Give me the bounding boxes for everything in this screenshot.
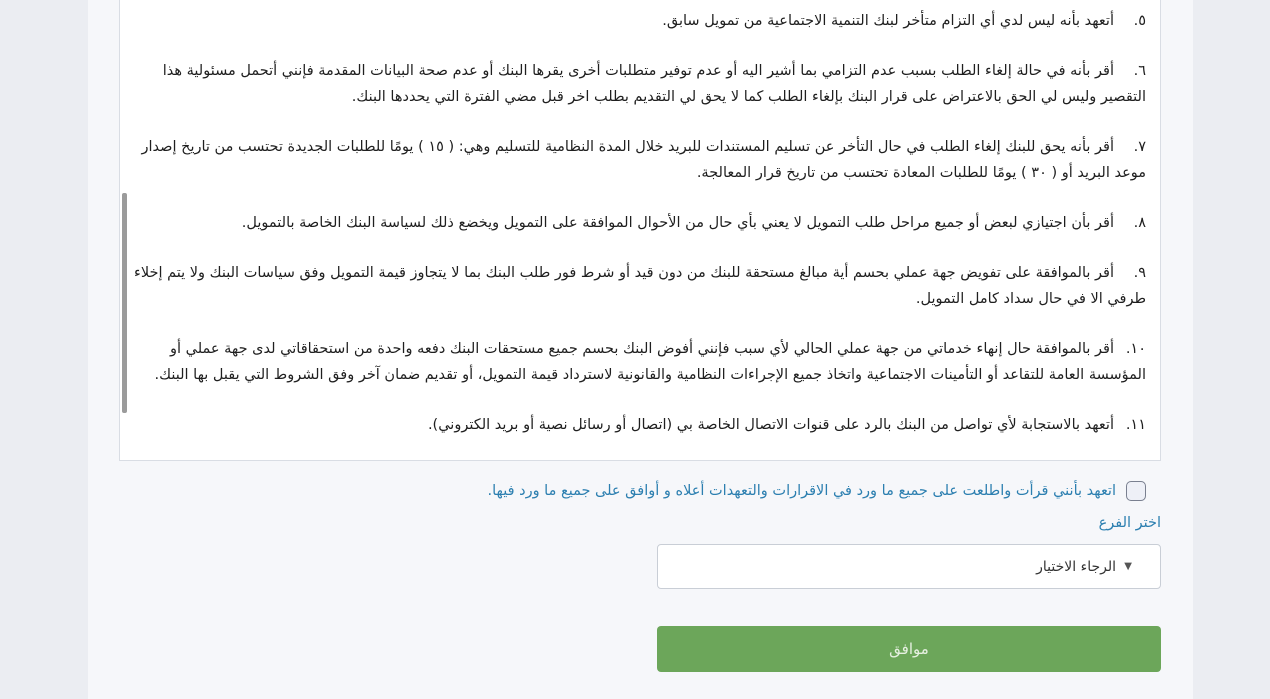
branch-select[interactable] — [657, 544, 1161, 589]
term-text: أقر بأنه يحق للبنك إلغاء الطلب في حال التأخر عن تسليم المستندات للبريد خلال المدة النظامية للتسليم وهي: ( ١٥ ) يومًا للطلبات الجديدة تحتسب من تاريخ إصدار موعد البريد أو ( ٣٠ ) يومًا للطلبات المعادة تحتسب من تاريخ قرار المعالجة. — [141, 139, 1146, 181]
term-item — [134, 210, 1146, 236]
term-number: ٨. — [1133, 215, 1146, 231]
terms-scroll-box[interactable] — [119, 0, 1161, 461]
term-text: أقر بالموافقة على تفويض جهة عملي بحسم أية مبالغ مستحقة للبنك من دون قيد أو شرط فور طلب البنك بما لا يتجاوز قيمة التمويل وفق سياسات البنك ولا يتم إخلاء طرفي الا في حال سداد كامل التمويل. — [134, 265, 1146, 307]
term-item — [134, 412, 1146, 438]
term-text: أقر بأن اجتيازي لبعض أو جميع مراحل طلب التمويل لا يعني بأي حال من الأحوال الموافقة على التمويل ويخضع ذلك لسياسة البنك الخاصة بالتمويل. — [241, 215, 1114, 231]
agree-button[interactable]: موافق — [657, 626, 1161, 672]
branch-select-value: الرجاء الاختيار — [1036, 558, 1116, 575]
term-number: ١١. — [1125, 417, 1146, 433]
branch-label: اختر الفرع — [1098, 515, 1161, 531]
term-number: ٦. — [1133, 63, 1146, 79]
term-number: ٩. — [1133, 265, 1146, 281]
term-item — [134, 260, 1146, 312]
term-number: ١٠. — [1125, 341, 1146, 357]
scrollbar-thumb[interactable] — [122, 193, 127, 413]
agreement-row[interactable] — [96, 480, 1146, 502]
term-text: أتعهد بالاستجابة لأي تواصل من البنك بالرد على قنوات الاتصال الخاصة بي (اتصال أو رسائل نصية أو بريد الكتروني). — [427, 417, 1114, 433]
term-number: ٥. — [1133, 13, 1146, 29]
agreement-label[interactable]: اتعهد بأنني قرأت واطلعت على جميع ما ورد في الاقرارات والتعهدات أعلاه و أوافق على جميع ما ورد فيها. — [487, 483, 1116, 499]
caret-down-icon: ▼ — [1124, 561, 1132, 572]
term-item — [134, 134, 1146, 186]
term-text: أتعهد بأنه ليس لدي أي التزام متأخر لبنك التنمية الاجتماعية من تمويل سابق. — [662, 13, 1114, 29]
terms-list — [134, 8, 1146, 461]
term-item — [134, 8, 1146, 34]
term-item — [134, 58, 1146, 110]
term-text: أقر بأنه في حالة إلغاء الطلب بسبب عدم التزامي بما أشير اليه أو عدم توفير متطلبات أخرى يقرها البنك أو عدم صحة البيانات المقدمة فإنني أتحمل مسئولية هذا التقصير وليس لي الحق بالاعتراض على قرار البنك بإلغاء الطلب كما لا يحق لي التقديم بطلب اخر قبل مضي الفترة التي يحددها البنك. — [162, 63, 1146, 105]
term-number: ٧. — [1133, 139, 1146, 155]
term-text: أقر بالموافقة حال إنهاء خدماتي من جهة عملي الحالي لأي سبب فإنني أفوض البنك بحسم جميع مستحقات البنك دفعه واحدة من استحقاقاتي لدى جهة عملي أو المؤسسة العامة للتقاعد أو التأمينات الاجتماعية واتخاذ جميع الإجراءات النظامية والقانونية لاسترداد قيمة التمويل، أو تقديم ضمان آخر وفق الشروط التي يقبل بها البنك. — [154, 341, 1146, 383]
agreement-checkbox[interactable] — [1126, 481, 1146, 501]
term-item — [134, 336, 1146, 388]
